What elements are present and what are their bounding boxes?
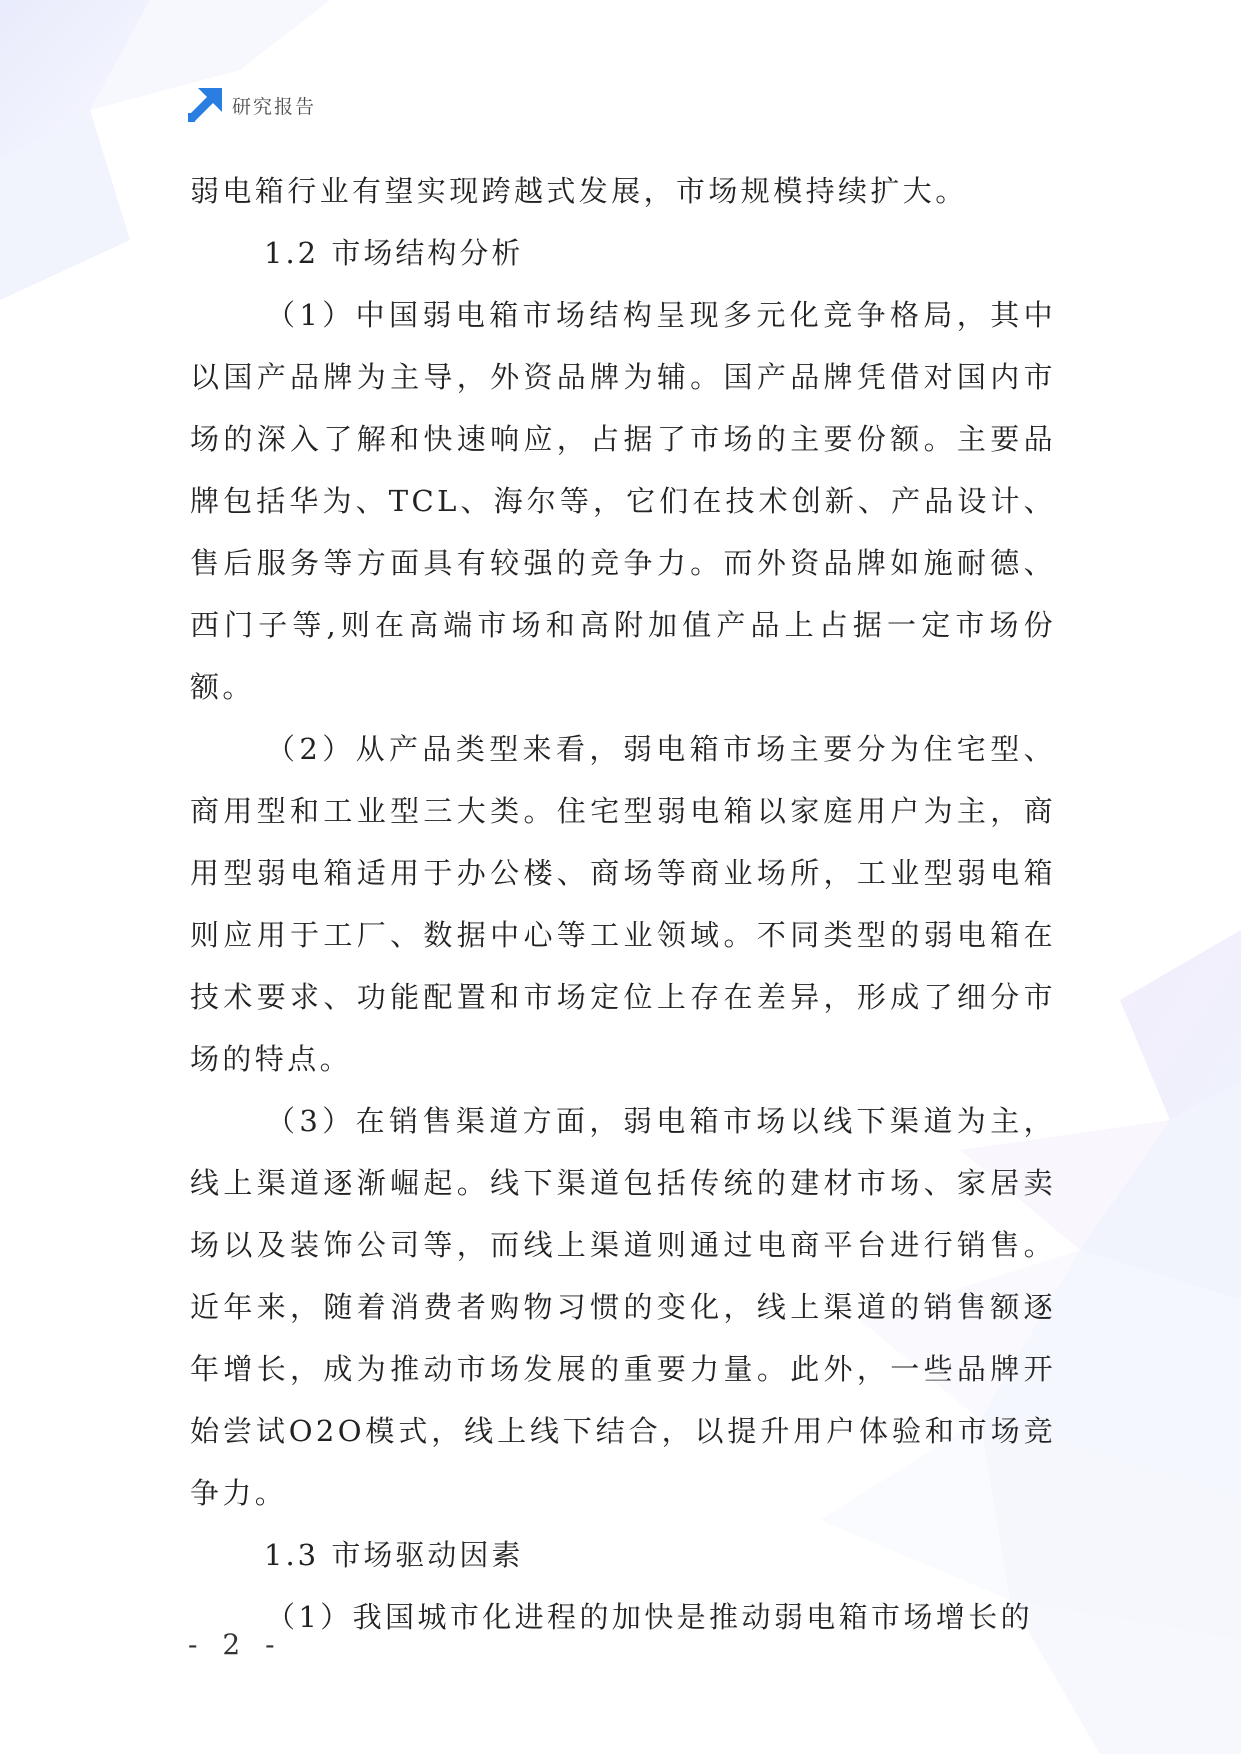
header-title: 研究报告: [232, 95, 317, 118]
paragraph-1-2-2: （2）从产品类型来看，弱电箱市场主要分为住宅型、商用型和工业型三大类。住宅型弱电箱以家庭用户为主，商用型弱电箱适用于办公楼、商场等商业场所，工业型弱电箱则应用于工厂、数据中心等工业领域。不同类型的弱电箱在技术要求、功能配置和市场定位上存在差异，形成了细分市场的特点。: [190, 732, 1056, 1076]
document-body: [190, 160, 1056, 1648]
paragraph-1-2-3: （3）在销售渠道方面，弱电箱市场以线下渠道为主，线上渠道逐渐崛起。线下渠道包括传统的建材市场、家居卖场以及装饰公司等，而线上渠道则通过电商平台进行销售。近年来，随着消费者购物习惯的变化，线上渠道的销售额逐年增长，成为推动市场发展的重要力量。此外，一些品牌开始尝试O2O模式，线上线下结合，以提升用户体验和市场竞争力。: [190, 1104, 1056, 1510]
arrow-logo-icon: [188, 88, 222, 122]
section-heading-1-2: 1.2 市场结构分析: [264, 236, 524, 270]
paragraph-continuation: 弱电箱行业有望实现跨越式发展，市场规模持续扩大。: [190, 174, 968, 208]
paragraph-1-2-1: （1）中国弱电箱市场结构呈现多元化竞争格局，其中以国产品牌为主导，外资品牌为辅。国产品牌凭借对国内市场的深入了解和快速响应，占据了市场的主要份额。主要品牌包括华为、TCL、海尔等，它们在技术创新、产品设计、售后服务等方面具有较强的竞争力。而外资品牌如施耐德、西门子等,则在高端市场和高附加值产品上占据一定市场份额。: [190, 298, 1056, 704]
paragraph-1-3-1: （1）我国城市化进程的加快是推动弱电箱市场增长的: [266, 1600, 1034, 1634]
report-header: [188, 88, 316, 122]
page-number: - 2 -: [188, 1628, 283, 1661]
section-heading-1-3: 1.3 市场驱动因素: [264, 1538, 524, 1572]
